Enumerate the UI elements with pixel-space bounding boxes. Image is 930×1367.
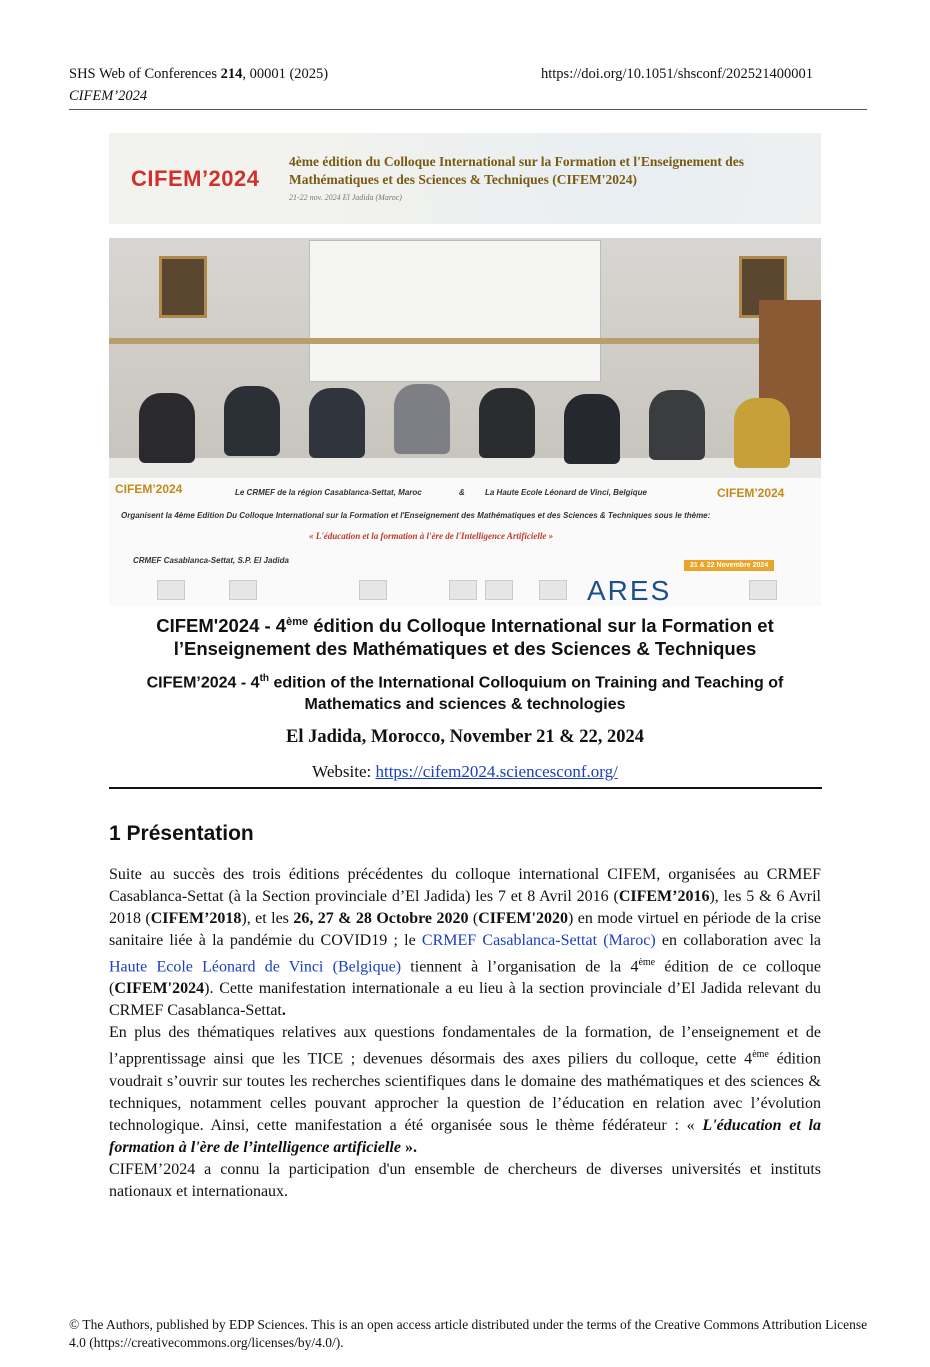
- website-line: Website: https://cifem2024.sciencesconf.org/: [312, 762, 618, 781]
- panelist: [649, 390, 705, 460]
- poster-brand-left: CIFEM’2024: [115, 482, 183, 496]
- volume: 214: [220, 66, 243, 82]
- partner-logo: [539, 580, 567, 600]
- portrait-frame-left: [159, 256, 207, 318]
- poster-organizer-2: La Haute Ecole Léonard de Vinci, Belgique: [485, 488, 647, 497]
- banner-title: 4ème édition du Colloque International sur la Formation et l'Enseignement des Mathématiques et des Sciences & Techniques (CIFEM'2024): [289, 154, 745, 187]
- running-header-journal: SHS Web of Conferences 214, 00001 (2025): [69, 66, 329, 82]
- panelist: [394, 384, 450, 454]
- panelist: [309, 388, 365, 458]
- title-french: CIFEM'2024 - 4ème édition du Colloque International sur la Formation et l’Enseignement des Mathématiques et des Sciences & Techniques: [156, 615, 774, 660]
- panelist: [224, 386, 280, 456]
- poster-theme: « L'éducation et la formation à l'ère de l'Intelligence Artificielle »: [309, 531, 554, 541]
- projection-screen: [309, 240, 601, 382]
- paragraph: CIFEM’2024 a connu la participation d'un ensemble de chercheurs de diverses universités et instituts nationaux et internationaux.: [109, 1160, 821, 1200]
- section-body: [109, 864, 821, 1203]
- haute-ecole-link[interactable]: Haute Ecole Léonard de Vinci (Belgique): [109, 958, 402, 976]
- title-rule: [109, 787, 822, 789]
- header-rule: [69, 109, 867, 110]
- panelist: [564, 394, 620, 464]
- running-header-conference: CIFEM’2024: [69, 88, 148, 104]
- section-heading: 1 Présentation: [109, 822, 254, 845]
- partner-logo: [449, 580, 477, 600]
- ares-logo: ARES: [587, 575, 672, 606]
- panelist: [734, 398, 790, 468]
- wall-trim: [109, 338, 821, 344]
- banner-logo: CIFEM’2024: [131, 166, 260, 191]
- title-english: CIFEM’2024 - 4th edition of the International Colloquium on Training and Teaching of Mathematics and sciences & technologies: [146, 673, 784, 714]
- partner-logo: [749, 580, 777, 600]
- license-footer: © The Authors, published by EDP Sciences. This is an open access article distributed under the terms of the Creative Commons Attribution License 4.0 (https://creativecommons.org/licenses/by/4.0/).: [69, 1317, 868, 1350]
- poster-dates: 21 & 22 Novembre 2024: [684, 560, 774, 571]
- partner-logo: [485, 580, 513, 600]
- panelist: [139, 393, 195, 463]
- website-link[interactable]: https://cifem2024.sciencesconf.org/: [375, 762, 618, 781]
- partner-logo: [359, 580, 387, 600]
- doi-link[interactable]: https://doi.org/10.1051/shsconf/202521400001: [541, 66, 814, 82]
- conference-photo: [109, 238, 821, 606]
- conference-banner: [109, 133, 821, 224]
- venue: El Jadida, Morocco, November 21 & 22, 2024: [286, 727, 644, 747]
- partner-logo: [157, 580, 185, 600]
- paragraph: Suite au succès des trois éditions précédentes du colloque international CIFEM, organisées au CRMEF Casablanca-Settat (à la Section provinciale d’El Jadida) les 7 et 8 Avril 2016 (CIFEM’2016), les 5 & 6 Avril 2018 (CIFEM’2018), et les 26, 27 & 28 Octobre 2020 (CIFEM'2020) en mode virtuel en période de la crise sanitaire liée à la pandémie du COVID19 ; le CRMEF Casablanca-Settat (Maroc) en collaboration avec la Haute Ecole Léonard de Vinci (Belgique) tiennent à l’organisation de la 4ème édition de ce colloque (CIFEM'2024). Cette manifestation internationale a eu lieu à la section provinciale d’El Jadida relevant du CRMEF Casablanca-Settat.: [109, 866, 822, 1020]
- paragraph: En plus des thématiques relatives aux questions fondamentales de la formation, de l’enseignement et de l’apprentissage ainsi que les TICE ; devenues désormais des axes piliers du colloque, cette 4ème édition voudrait s’ouvrir sur toutes les recherches scientifiques dans le domaine des mathématiques et des sciences & techniques, notamment celles pouvant approcher la question de l’éducation en relation avec l’évolution technologique. Ainsi, cette manifestation a été organisée sous le thème fédérateur : « L'éducation et la formation à l'ère de l’intelligence artificielle ».: [109, 1024, 822, 1156]
- poster-organizer-1: Le CRMEF de la région Casablanca-Settat, Maroc: [235, 488, 422, 497]
- poster-brand-right: CIFEM’2024: [717, 486, 785, 500]
- banner-subtitle: 21-22 nov. 2024 El Jadida (Maroc): [289, 193, 402, 202]
- panelist: [479, 388, 535, 458]
- partner-logo: [229, 580, 257, 600]
- poster-announcement: Organisent la 4ème Edition Du Colloque International sur la Formation et l'Enseignement des Mathématiques et des Sciences & Techniques sous le thème:: [121, 511, 711, 520]
- event-poster: [109, 478, 821, 606]
- poster-amp: &: [459, 488, 465, 497]
- poster-location: CRMEF Casablanca-Settat, S.P. El Jadida: [133, 556, 289, 565]
- crmef-link[interactable]: CRMEF Casablanca-Settat (Maroc): [421, 932, 656, 949]
